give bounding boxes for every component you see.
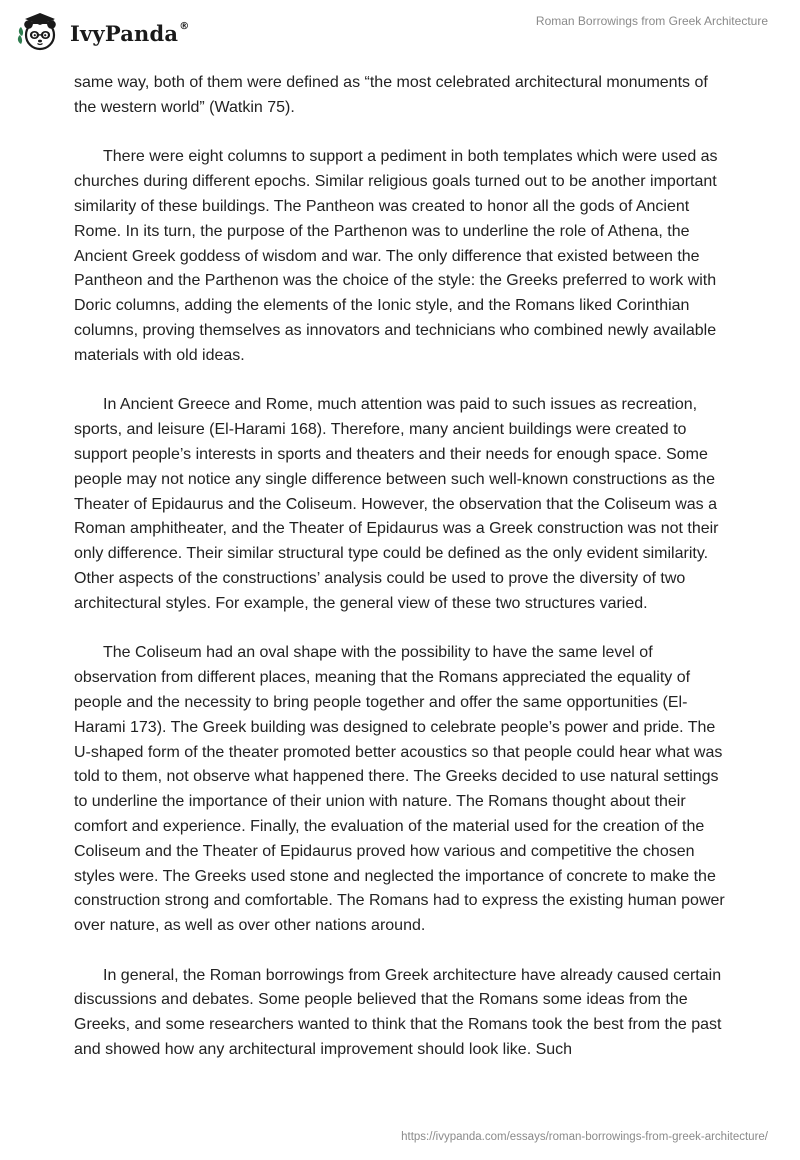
paragraph: In general, the Roman borrowings from Greek architecture have already caused certain discussions and debates. Some people believed that the Romans some ideas from the Greeks, and some researchers wanted to think that the Romans took the best from the past and showed how any architectural improvement should look like. Such [74, 966, 722, 1059]
page-header [0, 0, 800, 60]
document-title: Roman Borrowings from Greek Architecture [535, 14, 768, 28]
paragraph: The Coliseum had an oval shape with the possibility to have the same level of observation from different places, meaning that the Romans appreciated the equality of people and the necessity to bring people together and offer the same opportunities (El-Harami 173). The Greek building was designed to celebrate people’s power and pride. The U-shaped form of the theater promoted better acoustics so that people could hear what was told to them, not observe what happened there. The Greeks decided to use natural settings to underline the importance of their union with nature. The Romans thought about their comfort and experience. Finally, the evaluation of the material used for the creation of the Coliseum and the Theater of Epidaurus proved how various and competitive the chosen styles were. The Greeks used stone and neglected the importance of concrete to make the construction strong and comfortable. The Romans had to express the existing human power over nature, as well as over other nations around. [74, 644, 725, 935]
footer-url-link[interactable]: https://ivypanda.com/essays/roman-borrowings-from-greek-architecture/ [401, 1131, 768, 1143]
paragraph: same way, both of them were defined as “the most celebrated architectural monuments of the western world” (Watkin 75). [74, 74, 708, 116]
paragraph: In Ancient Greece and Rome, much attention was paid to such issues as recreation, sports, and leisure (El-Harami 168). Therefore, many ancient buildings were created to support people’s interests in sports and theaters and their needs for enough space. Some people may not notice any single difference between such well-known constructions as the Theater of Epidaurus and the Coliseum. However, the observation that the Coliseum was a Roman amphitheater, and the Theater of Epidaurus was a Greek construction was not their only difference. Their similar structural type could be defined as the only evident similarity. Other aspects of the constructions’ analysis could be used to prove the diversity of two architectural styles. For example, the general view of these two structures varied. [74, 396, 719, 612]
paragraph: There were eight columns to support a pediment in both templates which were used as churches during different epochs. Similar religious goals turned out to be another important similarity of these buildings. The Pantheon was created to honor all the gods of Ancient Rome. In its turn, the purpose of the Parthenon was to underline the role of Athena, the Ancient Greek goddess of wisdom and war. The only difference that existed between the Pantheon and the Parthenon was the choice of the style: the Greeks preferred to work with Doric columns, adding the elements of the Ionic style, and the Romans liked Corinthian columns, proving themselves as innovators and technicians who combined newly available materials with old ideas. [74, 148, 718, 364]
essay-body [74, 71, 726, 1088]
panda-graduate-icon [16, 10, 62, 54]
logo-text: IvyPanda® [70, 20, 190, 46]
ivypanda-logo[interactable] [16, 10, 189, 54]
